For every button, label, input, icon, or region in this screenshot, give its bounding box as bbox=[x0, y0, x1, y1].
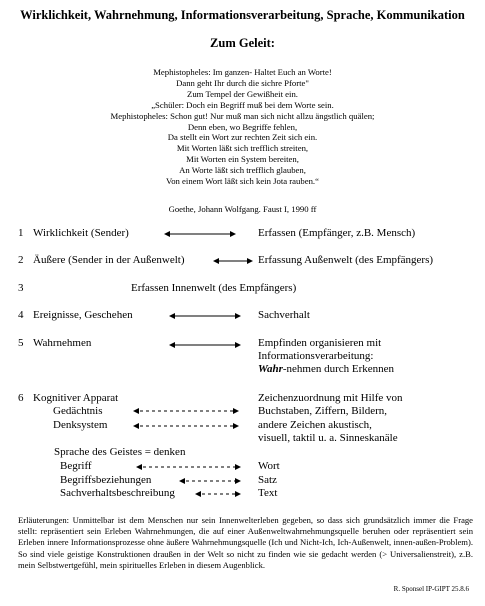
quote-source: Goethe, Johann Wolfgang. Faust I, 1990 ff bbox=[168, 204, 317, 214]
row4-right: Sachverhalt bbox=[258, 309, 310, 321]
row-number: 2 bbox=[18, 254, 24, 266]
page-title: Wirklichkeit, Wahrnehmung, Informationsverarbeitung, Sprache, Kommunikation bbox=[20, 8, 465, 22]
row1-left: Wirklichkeit (Sender) bbox=[33, 227, 129, 239]
quote-line: Zum Tempel der Gewißheit ein. bbox=[187, 88, 298, 99]
goethe-quote bbox=[0, 67, 485, 187]
row6-right-line3: andere Zeichen akustisch, bbox=[258, 419, 372, 431]
quote-line: Denn eben, wo Begriffe fehlen, bbox=[187, 121, 298, 132]
quote-line: Von einem Wort läßt sich kein Jota rauben.“ bbox=[166, 176, 319, 187]
row6-sub-denksystem: Denksystem bbox=[53, 419, 108, 431]
row5-right-line2: Informationsverarbeitung: bbox=[258, 350, 374, 362]
row2-right: Erfassung Außenwelt (des Empfängers) bbox=[258, 254, 434, 266]
sprache-item-right: Satz bbox=[258, 474, 277, 486]
quote-line: Mit Worten ein System bereiten, bbox=[186, 154, 299, 165]
wahr-emphasis: Wahr bbox=[258, 363, 283, 375]
sprache-item-left: Sachverhaltsbeschreibung bbox=[60, 487, 175, 499]
row5-left: Wahrnehmen bbox=[33, 337, 92, 349]
sprache-item-left: Begriff bbox=[60, 460, 92, 472]
row6-sub-gedaechtnis: Gedächtnis bbox=[53, 405, 103, 417]
quote-line: Mephistopheles: Im ganzen- Haltet Euch an Worte! bbox=[153, 67, 332, 77]
row4-left: Ereignisse, Geschehen bbox=[33, 309, 133, 321]
sprache-item-left: Begriffsbeziehungen bbox=[60, 474, 152, 486]
signature: R. Sponsel IP-GIPT 25.8.6 bbox=[393, 585, 469, 593]
sprache-item-right: Wort bbox=[258, 460, 280, 472]
row1-right: Erfassen (Empfänger, z.B. Mensch) bbox=[258, 227, 416, 239]
sprache-heading: Sprache des Geistes = denken bbox=[54, 446, 186, 458]
row5-right-line3: Wahr-nehmen durch Erkennen bbox=[258, 363, 395, 375]
quote-line: Da stellt ein Wort zur rechten Zeit sich ein. bbox=[167, 132, 318, 143]
row-number: 5 bbox=[18, 337, 24, 349]
row-number: 3 bbox=[18, 282, 24, 294]
row6-left: Kognitiver Apparat bbox=[33, 392, 119, 404]
row-number: 4 bbox=[18, 309, 24, 321]
row-number: 1 bbox=[18, 227, 24, 239]
quote-line: Mit Worten läßt sich trefflich streiten, bbox=[176, 143, 309, 154]
row2-left: Äußere (Sender in der Außenwelt) bbox=[33, 254, 185, 266]
row-number: 6 bbox=[18, 392, 24, 404]
sprache-item-right: Text bbox=[258, 487, 278, 499]
row5-right-line1: Empfinden organisieren mit bbox=[258, 337, 382, 349]
row3-center: Erfassen Innenwelt (des Empfängers) bbox=[131, 282, 297, 294]
quote-line: Mephistopheles: Schon gut! Nur muß man sich nicht allzu ängstlich quälen; bbox=[110, 110, 375, 121]
subtitle: Zum Geleit: bbox=[210, 36, 275, 50]
row6-right-line2: Buchstaben, Ziffern, Bildern, bbox=[258, 405, 388, 417]
row6-right-line4: visuell, taktil u. a. Sinneskanäle bbox=[258, 432, 398, 444]
quote-line: „Schüler: Doch ein Begriff muß bei dem Worte sein. bbox=[151, 99, 334, 110]
quote-line: Dann geht Ihr durch die sichre Pforte" bbox=[176, 77, 309, 88]
row6-right-line1: Zeichenzuordnung mit Hilfe von bbox=[258, 392, 403, 404]
explanation-note: Erläuterungen: Unmittelbar ist dem Menschen nur sein Innenwelterleben gegeben, so dass sich grundsätzlich immer die Frage stellt: repräsentiert sein Erleben Wahrnehmungen, die auf einer Außenweltwahrnehmungsquelle beruhen oder repräsentiert sein Erleben innere Informationsprozesse ohne äußere Wahrnehmungsquelle (Ich und Nicht-Ich, Ich-Außenwelt, innen-außen-Problem). So sind viele geistige Konstruktionen draußen in der Welt so nicht zu finden wie sie gedacht werden (> Universalienstreit), z.B. mein Selbstwertgefühl, mein spirituelles Erleben in diesem Augenblick. bbox=[18, 515, 473, 570]
quote-line: An Worte läßt sich trefflich glauben, bbox=[179, 165, 306, 176]
